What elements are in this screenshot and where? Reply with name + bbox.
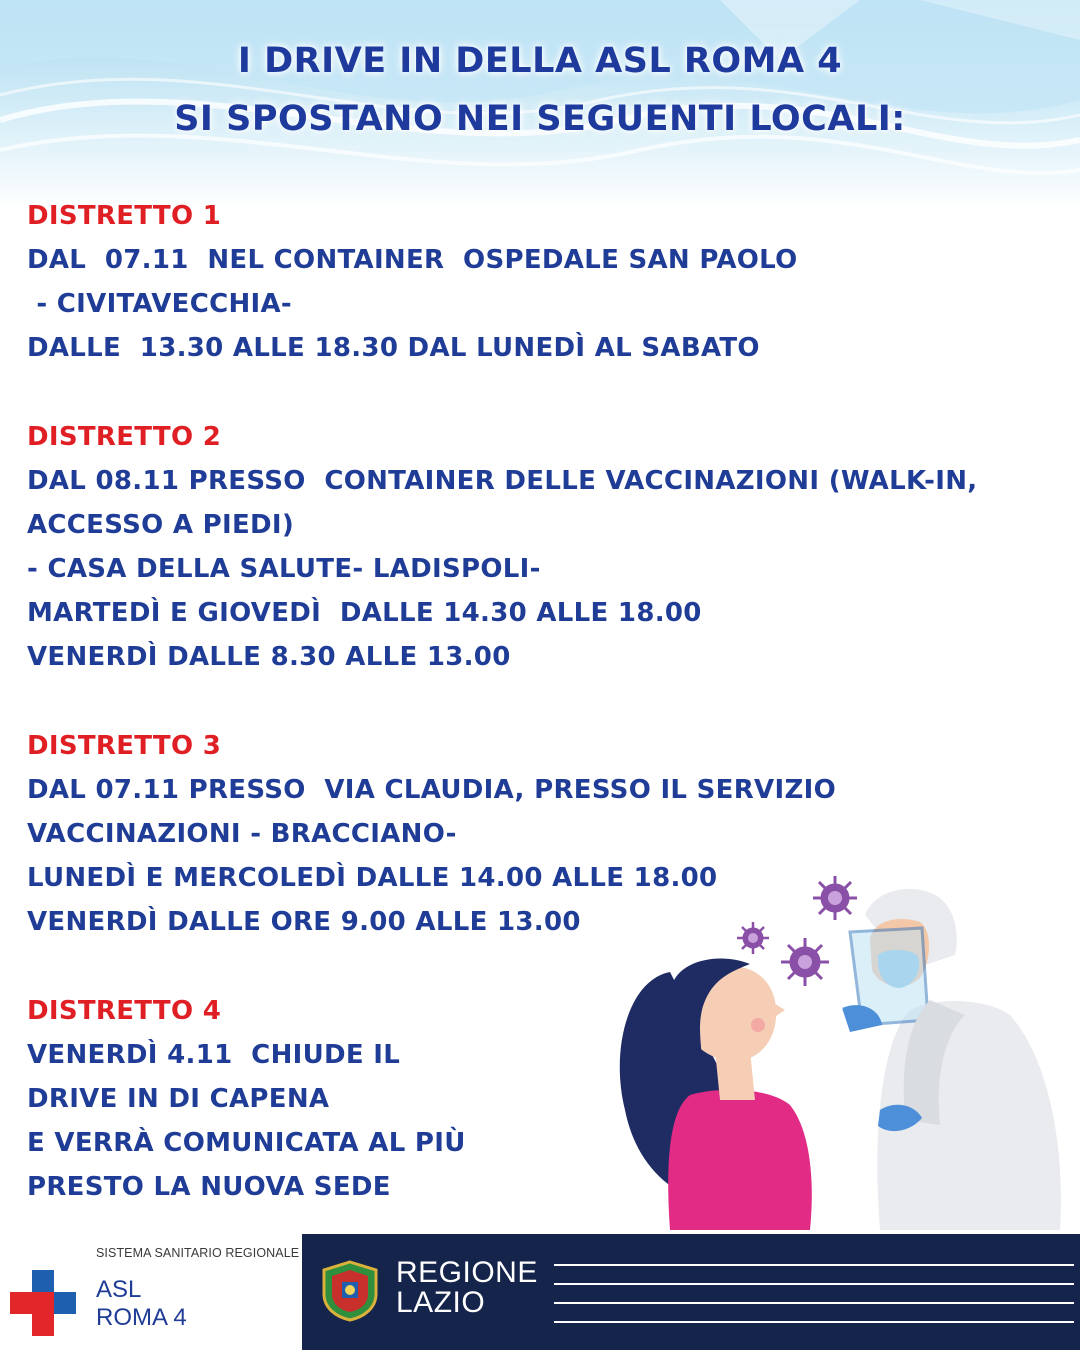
- district-3-line: VACCINAZIONI - BRACCIANO-: [27, 819, 457, 849]
- stripe-line: [554, 1321, 1074, 1323]
- region-name-line-1: REGIONE: [396, 1256, 538, 1289]
- district-2-line: VENERDÌ DALLE 8.30 ALLE 13.00: [27, 642, 511, 672]
- district-2-section: [27, 415, 1067, 679]
- district-4-line: DRIVE IN DI CAPENA: [27, 1084, 330, 1114]
- red-blue-cross-icon: [10, 1270, 76, 1336]
- asl-name: [96, 1276, 187, 1332]
- asl-roma4-logo: [0, 1232, 300, 1350]
- district-1-line: DALLE 13.30 ALLE 18.30 DAL LUNEDÌ AL SABATO: [27, 333, 760, 363]
- lazio-emblem-icon: [320, 1260, 380, 1322]
- health-worker-figure: [810, 889, 1061, 1230]
- district-1-line: DAL 07.11 NEL CONTAINER OSPEDALE SAN PAOLO: [27, 245, 798, 275]
- district-3-title: DISTRETTO 3: [27, 731, 222, 761]
- district-4-line: PRESTO LA NUOVA SEDE: [27, 1172, 391, 1202]
- district-4-title: DISTRETTO 4: [27, 996, 222, 1026]
- district-3-line: LUNEDÌ E MERCOLEDÌ DALLE 14.00 ALLE 18.00: [27, 863, 718, 893]
- title-line-1: I DRIVE IN DELLA ASL ROMA 4: [237, 41, 843, 81]
- district-1-section: [27, 194, 1067, 370]
- stripe-line: [554, 1302, 1074, 1304]
- title-line-2: SI SPOSTANO NEI SEGUENTI LOCALI:: [174, 99, 906, 139]
- patient-figure: [620, 959, 812, 1230]
- district-4-line: VENERDÌ 4.11 CHIUDE IL: [27, 1040, 401, 1070]
- covid-swab-test-illustration: [610, 860, 1080, 1230]
- region-name-line-2: LAZIO: [396, 1286, 486, 1319]
- page-title: [0, 32, 1080, 148]
- district-3-line: DAL 07.11 PRESSO VIA CLAUDIA, PRESSO IL SERVIZIO: [27, 775, 836, 805]
- district-2-line: - CASA DELLA SALUTE- LADISPOLI-: [27, 554, 541, 584]
- stripe-line: [554, 1283, 1074, 1285]
- virus-icon: [737, 922, 769, 954]
- asl-name-line-2: ROMA 4: [96, 1304, 187, 1331]
- virus-icon: [813, 876, 857, 920]
- district-1-title: DISTRETTO 1: [27, 201, 222, 231]
- region-name: [396, 1258, 538, 1318]
- ssr-label: SISTEMA SANITARIO REGIONALE: [96, 1246, 300, 1260]
- district-4-section: [27, 989, 607, 1209]
- district-2-title: DISTRETTO 2: [27, 422, 222, 452]
- district-2-line: DAL 08.11 PRESSO CONTAINER DELLE VACCINAZIONI (WALK-IN,: [27, 466, 978, 496]
- district-2-line: MARTEDÌ E GIOVEDÌ DALLE 14.30 ALLE 18.00: [27, 598, 702, 628]
- district-1-line: - CIVITAVECCHIA-: [27, 289, 293, 319]
- regione-lazio-banner: [302, 1234, 1080, 1350]
- district-3-line: VENERDÌ DALLE ORE 9.00 ALLE 13.00: [27, 907, 581, 937]
- decorative-stripes: [554, 1264, 1074, 1324]
- district-2-line: ACCESSO A PIEDI): [27, 510, 295, 540]
- stripe-line: [554, 1264, 1074, 1266]
- asl-name-line-1: ASL: [96, 1276, 142, 1303]
- district-4-line: E VERRÀ COMUNICATA AL PIÙ: [27, 1128, 466, 1158]
- virus-icon: [781, 938, 829, 986]
